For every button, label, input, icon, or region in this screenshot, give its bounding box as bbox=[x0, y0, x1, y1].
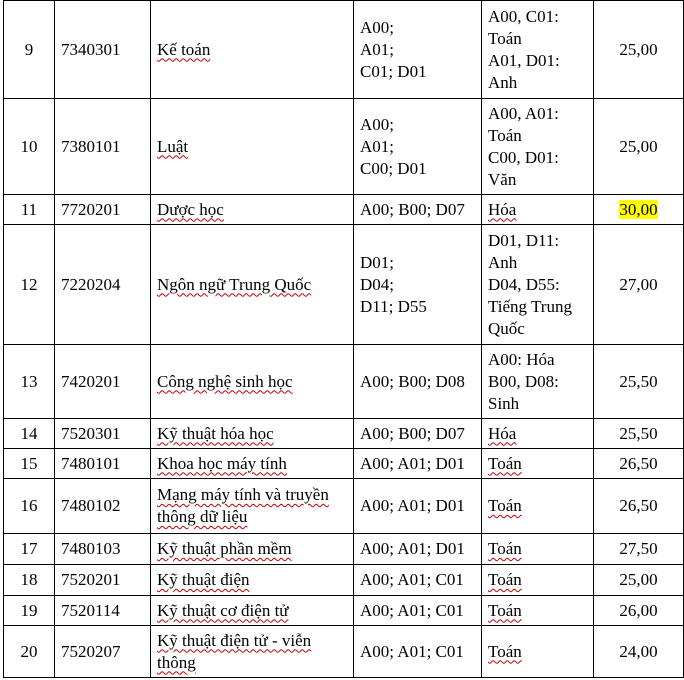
major-name bbox=[151, 225, 354, 345]
major-name-text: Kỹ thuật cơ điện tử bbox=[157, 600, 289, 620]
cutoff-score bbox=[594, 1, 684, 99]
subject-combinations: A00; B00; D07 bbox=[354, 195, 482, 225]
cutoff-score-value: 25,00 bbox=[619, 39, 658, 59]
major-name bbox=[151, 596, 354, 626]
subject-combinations: A00; A01; C01 bbox=[354, 626, 482, 678]
cutoff-score-value: 25,00 bbox=[619, 570, 658, 589]
table-row bbox=[4, 596, 684, 626]
row-number: 13 bbox=[4, 345, 55, 419]
row-number: 11 bbox=[4, 195, 55, 225]
weighted-subject: A00, A01: Toán C00, D01: Văn bbox=[482, 99, 594, 195]
row-number: 10 bbox=[4, 99, 55, 195]
major-name-text: Kế toán bbox=[157, 39, 211, 59]
cutoff-score-value: 26,00 bbox=[619, 600, 658, 620]
cutoff-score bbox=[594, 345, 684, 419]
row-number: 17 bbox=[4, 534, 55, 565]
major-name bbox=[151, 565, 354, 596]
major-name-text: Dược học bbox=[157, 199, 224, 219]
table-row bbox=[4, 1, 684, 99]
cutoff-score bbox=[594, 534, 684, 565]
row-number: 9 bbox=[4, 1, 55, 99]
major-name bbox=[151, 419, 354, 449]
cutoff-score bbox=[594, 449, 684, 479]
cutoff-score bbox=[594, 225, 684, 345]
cutoff-score-value: 30,00 bbox=[619, 199, 658, 219]
table-row bbox=[4, 419, 684, 449]
weighted-subject: A00: Hóa B00, D08: Sinh bbox=[482, 345, 594, 419]
table-row bbox=[4, 565, 684, 596]
row-number: 14 bbox=[4, 419, 55, 449]
weighted-subject: Toán bbox=[482, 626, 594, 678]
row-number: 20 bbox=[4, 626, 55, 678]
major-code: 7520114 bbox=[55, 596, 151, 626]
table-row bbox=[4, 99, 684, 195]
cutoff-score bbox=[594, 626, 684, 678]
major-name bbox=[151, 449, 354, 479]
major-code: 7480103 bbox=[55, 534, 151, 565]
weighted-subject: D01, D11: Anh D04, D55: Tiếng Trung Quốc bbox=[482, 225, 594, 345]
cutoff-score bbox=[594, 195, 684, 225]
weighted-subject: Toán bbox=[482, 596, 594, 626]
subject-combinations: A00; A01; C01; D01 bbox=[354, 1, 482, 99]
major-code: 7480102 bbox=[55, 479, 151, 534]
major-code: 7220204 bbox=[55, 225, 151, 345]
subject-combinations: A00; A01; D01 bbox=[354, 449, 482, 479]
weighted-subject: Toán bbox=[482, 449, 594, 479]
subject-combinations: A00; A01; D01 bbox=[354, 534, 482, 565]
major-name bbox=[151, 1, 354, 99]
major-name-text: Kỹ thuật điện tử - viễn thông bbox=[157, 630, 312, 672]
subject-combinations: A00; B00; D07 bbox=[354, 419, 482, 449]
table-row bbox=[4, 626, 684, 678]
cutoff-score bbox=[594, 565, 684, 596]
major-name bbox=[151, 626, 354, 678]
row-number: 15 bbox=[4, 449, 55, 479]
cutoff-score bbox=[594, 419, 684, 449]
major-name-text: Ngôn ngữ Trung Quốc bbox=[157, 274, 312, 294]
major-name bbox=[151, 195, 354, 225]
row-number: 19 bbox=[4, 596, 55, 626]
major-name bbox=[151, 534, 354, 565]
weighted-subject: Toán bbox=[482, 565, 594, 596]
major-name bbox=[151, 99, 354, 195]
cutoff-score bbox=[594, 596, 684, 626]
subject-combinations: A00; A01; C01 bbox=[354, 565, 482, 596]
cutoff-score-value: 27,50 bbox=[619, 539, 658, 558]
admission-score-table bbox=[3, 0, 684, 678]
weighted-subject: Hóa bbox=[482, 419, 594, 449]
cutoff-score-value: 25,50 bbox=[619, 371, 658, 391]
cutoff-score-value: 26,50 bbox=[619, 496, 658, 515]
cutoff-score bbox=[594, 479, 684, 534]
row-number: 12 bbox=[4, 225, 55, 345]
major-name-text: Kỹ thuật điện bbox=[157, 570, 250, 589]
table-row bbox=[4, 534, 684, 565]
cutoff-score bbox=[594, 99, 684, 195]
major-name-text: Kỹ thuật phần mềm bbox=[157, 539, 292, 558]
subject-combinations: D01; D04; D11; D55 bbox=[354, 225, 482, 345]
major-code: 7340301 bbox=[55, 1, 151, 99]
major-code: 7720201 bbox=[55, 195, 151, 225]
table-row bbox=[4, 195, 684, 225]
cutoff-score-value: 24,00 bbox=[619, 641, 658, 661]
major-name-text: Khoa học máy tính bbox=[157, 453, 287, 473]
major-name-text: Kỹ thuật hóa học bbox=[157, 423, 274, 443]
subject-combinations: A00; B00; D08 bbox=[354, 345, 482, 419]
weighted-subject: Hóa bbox=[482, 195, 594, 225]
major-code: 7520301 bbox=[55, 419, 151, 449]
cutoff-score-value: 26,50 bbox=[619, 453, 658, 473]
cutoff-score-value: 27,00 bbox=[619, 274, 658, 294]
subject-combinations: A00; A01; C01 bbox=[354, 596, 482, 626]
major-code: 7520201 bbox=[55, 565, 151, 596]
weighted-subject: A00, C01: Toán A01, D01: Anh bbox=[482, 1, 594, 99]
major-code: 7520207 bbox=[55, 626, 151, 678]
subject-combinations: A00; A01; D01 bbox=[354, 479, 482, 534]
cutoff-score-value: 25,50 bbox=[619, 423, 658, 443]
table-row bbox=[4, 449, 684, 479]
major-name-text: Mạng máy tính và truyền thông dữ liệu bbox=[157, 485, 329, 526]
weighted-subject: Toán bbox=[482, 534, 594, 565]
table-body bbox=[4, 1, 684, 678]
major-name bbox=[151, 345, 354, 419]
major-code: 7480101 bbox=[55, 449, 151, 479]
weighted-subject: Toán bbox=[482, 479, 594, 534]
cutoff-score-value: 25,00 bbox=[619, 136, 658, 156]
table-row bbox=[4, 345, 684, 419]
row-number: 18 bbox=[4, 565, 55, 596]
major-name bbox=[151, 479, 354, 534]
major-name-text: Công nghệ sinh học bbox=[157, 371, 293, 391]
subject-combinations: A00; A01; C00; D01 bbox=[354, 99, 482, 195]
major-code: 7420201 bbox=[55, 345, 151, 419]
major-code: 7380101 bbox=[55, 99, 151, 195]
table-row bbox=[4, 479, 684, 534]
major-name-text: Luật bbox=[157, 136, 189, 156]
row-number: 16 bbox=[4, 479, 55, 534]
table-row bbox=[4, 225, 684, 345]
